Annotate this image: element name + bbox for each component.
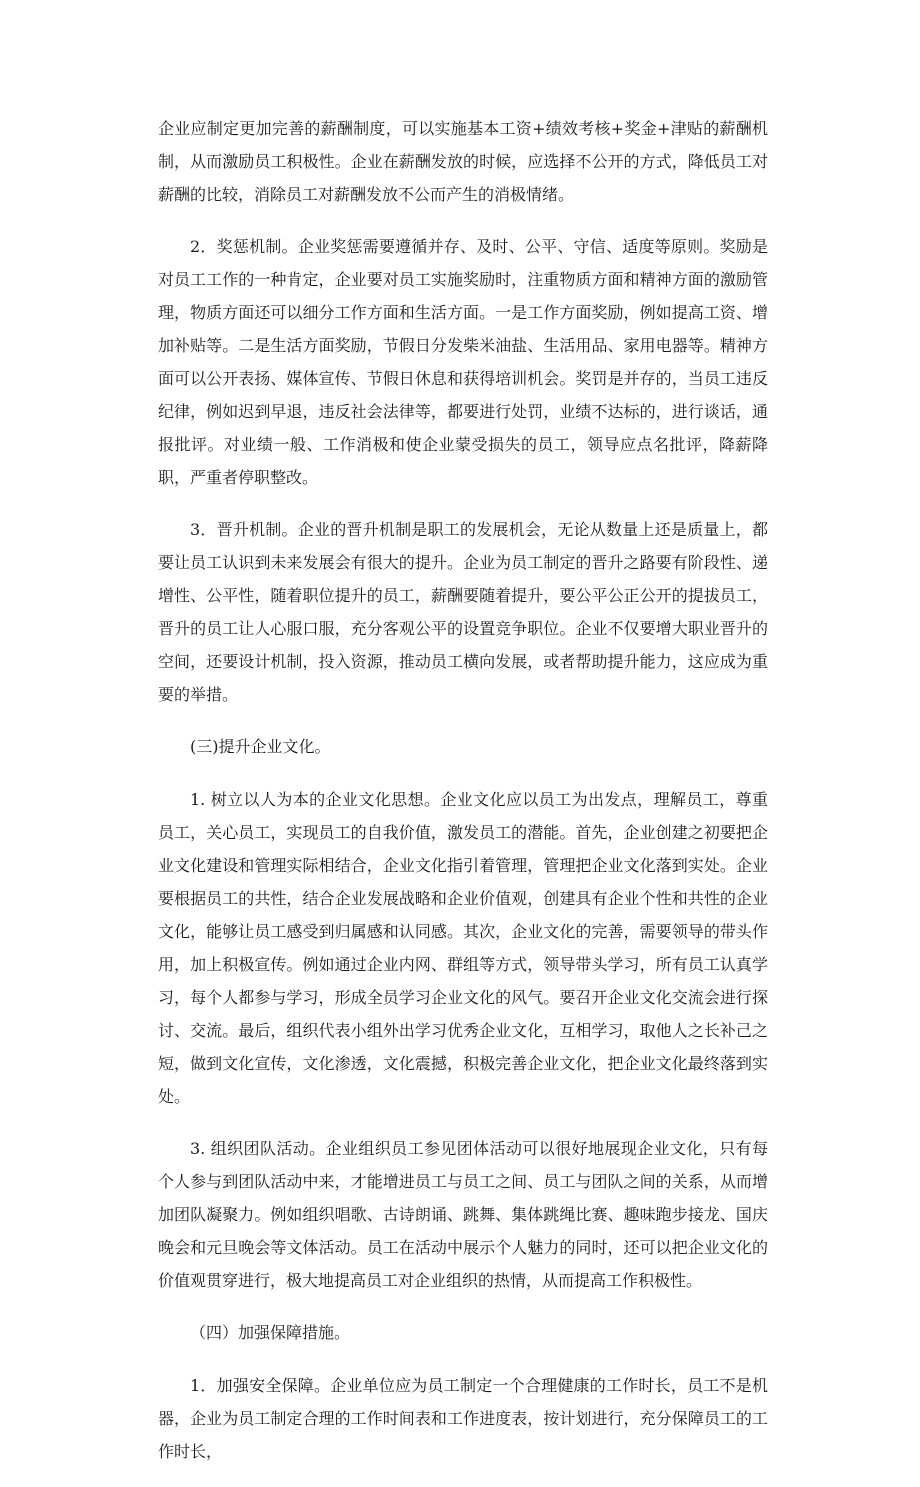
paragraph-team-activities: 3. 组织团队活动。企业组织员工参见团体活动可以很好地展现企业文化，只有每个人参与到团队活动中来，才能增进员工与员工之间、员工与团队之间的关系，从而增加团队凝聚力。例如组织唱歌、古诗朗诵、跳舞、集体跳绳比赛、趣味跑步接龙、国庆晚会和元旦晚会等文体活动。员工在活动中展示个人魅力的同时，还可以把企业文化的价值观贯穿进行，极大地提高员工对企业组织的热情，从而提高工作积极性。	[158, 1139, 768, 1290]
paragraph-safety: 1．加强安全保障。企业单位应为员工制定一个合理健康的工作时长，员工不是机器，企业为员工制定合理的工作时间表和工作进度表，按计划进行，充分保障员工的工作时长，	[158, 1376, 768, 1461]
paragraph-salary-system: 企业应制定更加完善的薪酬制度，可以实施基本工资+绩效考核+奖金+津贴的薪酬机制，从而激励员工积极性。企业在薪酬发放的时候，应选择不公开的方式，降低员工对薪酬的比较，消除员工对薪酬发放不公而产生的消极情绪。	[158, 119, 768, 204]
document-body	[158, 112, 768, 1487]
section-heading-safeguards: （四）加强保障措施。	[190, 1323, 351, 1342]
paragraph-reward-punishment: 2．奖惩机制。企业奖惩需要遵循并存、及时、公平、守信、适度等原则。奖励是对员工工作的一种肯定，企业要对员工实施奖励时，注重物质方面和精神方面的激励管理，物质方面还可以细分工作方面和生活方面。一是工作方面奖励，例如提高工资、增加补贴等。二是生活方面奖励，节假日分发柴米油盐、生活用品、家用电器等。精神方面可以公开表扬、媒体宣传、节假日休息和获得培训机会。奖罚是并存的，当员工违反纪律，例如迟到早退，违反社会法律等，都要进行处罚，业绩不达标的，进行谈话，通报批评。对业绩一般、工作消极和使企业蒙受损失的员工，领导应点名批评，降薪降职，严重者停职整改。	[158, 237, 768, 487]
paragraph-promotion: 3．晋升机制。企业的晋升机制是职工的发展机会，无论从数量上还是质量上，都要让员工认识到未来发展会有很大的提升。企业为员工制定的晋升之路要有阶段性、递增性、公平性，随着职位提升的员工，薪酬要随着提升，要公平公正公开的提拔员工，晋升的员工让人心服口服，充分客观公平的设置竞争职位。企业不仅要增大职业晋升的空间，还要设计机制，投入资源，推动员工横向发展，或者帮助提升能力，这应成为重要的举措。	[158, 520, 768, 704]
paragraph-people-oriented-culture: 1. 树立以人为本的企业文化思想。企业文化应以员工为出发点，理解员工，尊重员工，关心员工，实现员工的自我价值，激发员工的潜能。首先，企业创建之初要把企业文化建设和管理实际相结合，企业文化指引着管理，管理把企业文化落到实处。企业要根据员工的共性，结合企业发展战略和企业价值观，创建具有企业个性和共性的企业文化，能够让员工感受到归属感和认同感。其次，企业文化的完善，需要领导的带头作用，加上积极宣传。例如通过企业内网、群组等方式，领导带头学习，所有员工认真学习，每个人都参与学习，形成全员学习企业文化的风气。要召开企业文化交流会进行探讨、交流。最后，组织代表小组外出学习优秀企业文化，互相学习，取他人之长补己之短，做到文化宣传，文化渗透，文化震撼，积极完善企业文化，把企业文化最终落到实处。	[158, 790, 768, 1106]
section-heading-culture: (三)提升企业文化。	[190, 737, 331, 756]
